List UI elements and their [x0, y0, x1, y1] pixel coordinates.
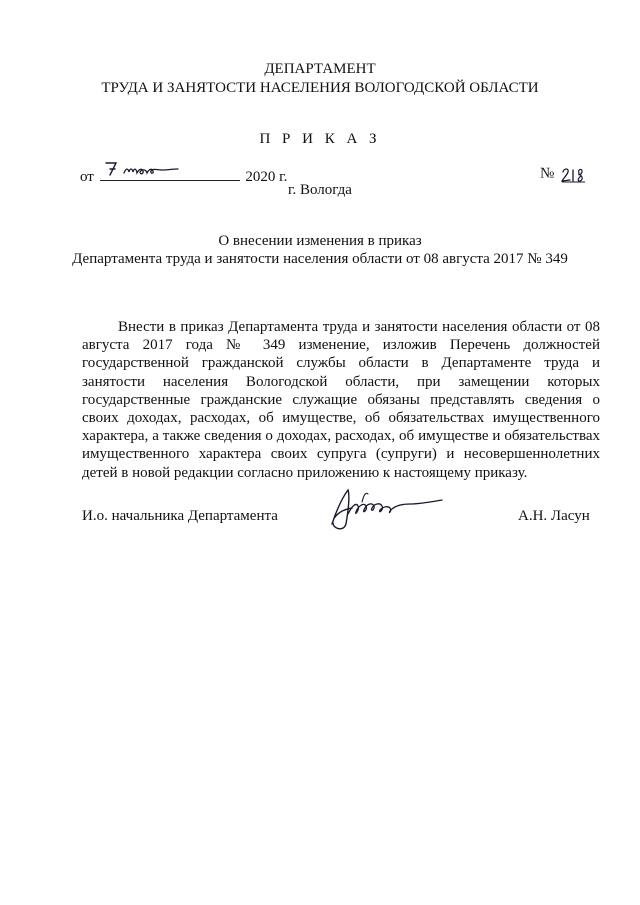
date-field	[100, 164, 240, 181]
signer-position: И.о. начальника Департамента	[82, 508, 278, 524]
handwritten-number	[561, 164, 587, 184]
subject-line-2: Департамента труда и занятости населения области от 08 августа 2017 № 349	[72, 251, 568, 267]
date-prefix: от	[80, 169, 94, 185]
department-heading: ДЕПАРТАМЕНТ	[264, 61, 376, 77]
date-year: 2020 г.	[245, 169, 288, 185]
city-label: г. Вологда	[288, 182, 352, 198]
number-row	[540, 164, 587, 184]
department-subheading: ТРУДА И ЗАНЯТОСТИ НАСЕЛЕНИЯ ВОЛОГОДСКОЙ ОБЛАСТИ	[101, 80, 539, 96]
order-body-paragraph: Внести в приказ Департамента труда и занятости населения области от 08 августа 2017 года № 349 изменение, изложив Перечень должностей государственной гражданской службы области в Департаменте труда и занятости населения Вологодской области, при замещении которых государственные гражданские служащие обязаны представлять сведения о своих доходах, расходах, об имуществе, об обязательствах имущественного характера, а также сведения о доходах, расходах, об имуществе и обязательствах имущественного характера своих супруга (супруги) и несовершеннолетних детей в новой редакции согласно приложению к настоящему приказу.	[82, 319, 600, 481]
handwritten-date	[102, 156, 182, 180]
handwritten-signature	[318, 484, 450, 534]
subject-line-1: О внесении изменения в приказ	[218, 233, 422, 249]
number-prefix: №	[540, 165, 555, 182]
document-type-title: П Р И К А З	[259, 131, 381, 147]
signer-name: А.Н. Ласун	[518, 508, 590, 524]
